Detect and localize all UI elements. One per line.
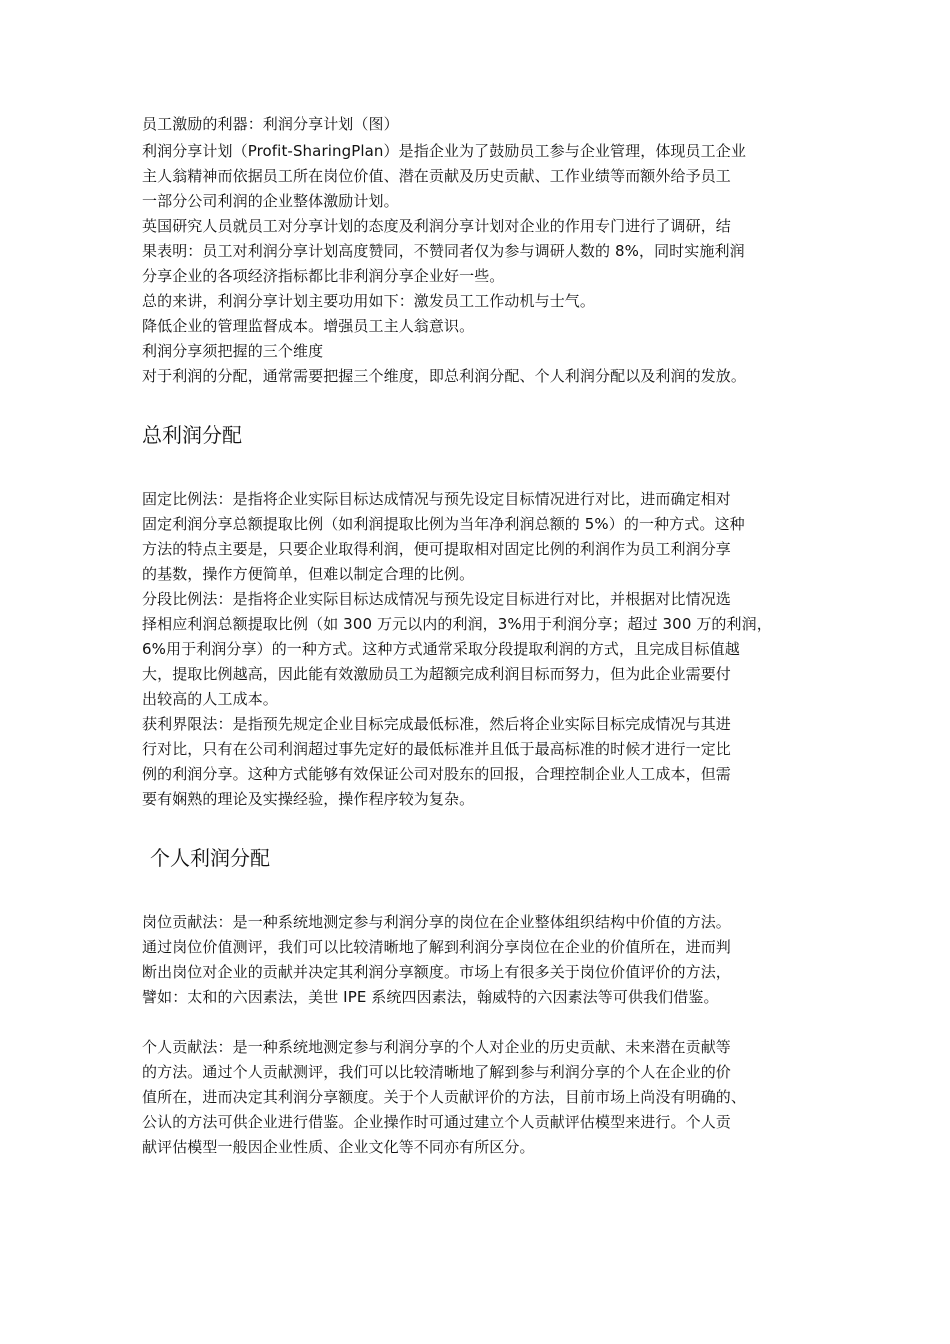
paragraph-line: 利润分享须把握的三个维度 [142,342,324,360]
paragraph-line: 断出岗位对企业的贡献并决定其利润分享额度。市场上有很多关于岗位价值评价的方法， [142,963,731,981]
paragraph-line: 个人贡献法：是一种系统地测定参与利润分享的个人对企业的历史贡献、未来潜在贡献等 [142,1038,731,1056]
section-heading: 个人利润分配 [150,846,270,870]
paragraph-line: 英国研究人员就员工对分享计划的态度及利润分享计划对企业的作用专门进行了调研，结 [142,217,731,235]
paragraph-line: 大，提取比例越高，因此能有效激励员工为超额完成利润目标而努力，但为此企业需要付 [142,665,731,683]
paragraph-line: 公认的方法可供企业进行借鉴。企业操作时可通过建立个人贡献评估模型来进行。个人贡 [142,1113,731,1131]
paragraph-line: 献评估模型一般因企业性质、企业文化等不同亦有所区分。 [142,1138,535,1156]
section-heading: 总利润分配 [142,423,242,447]
paragraph-line: 6%用于利润分享）的一种方式。这种方式通常采取分段提取利润的方式，且完成目标值越 [142,640,740,658]
paragraph-line: 择相应利润总额提取比例（如 300 万元以内的利润，3%用于利润分享；超过 300 万的利润， [142,615,772,633]
paragraph-line: 譬如：太和的六因素法，美世 IPE 系统四因素法，翰威特的六因素法等可供我们借鉴。 [142,988,719,1006]
paragraph-line: 主人翁精神而依据员工所在岗位价值、潜在贡献及历史贡献、工作业绩等而额外给予员工 [142,167,731,185]
paragraph-line: 出较高的人工成本。 [142,690,278,708]
paragraph-line: 的方法。通过个人贡献测评，我们可以比较清晰地了解到参与利润分享的个人在企业的价 [142,1063,731,1081]
paragraph-line: 值所在，进而决定其利润分享额度。关于个人贡献评价的方法，目前市场上尚没有明确的、 [142,1088,747,1106]
paragraph-line: 通过岗位价值测评，我们可以比较清晰地了解到利润分享岗位在企业的价值所在，进而判 [142,938,731,956]
paragraph-line: 固定比例法：是指将企业实际目标达成情况与预先设定目标情况进行对比，进而确定相对 [142,490,731,508]
paragraph-line: 要有娴熟的理论及实操经验，操作程序较为复杂。 [142,790,475,808]
paragraph-line: 例的利润分享。这种方式能够有效保证公司对股东的回报，合理控制企业人工成本，但需 [142,765,731,783]
document-title: 员工激励的利器：利润分享计划（图） [142,115,399,133]
paragraph-line: 行对比，只有在公司利润超过事先定好的最低标准并且低于最高标准的时候才进行一定比 [142,740,731,758]
paragraph-line: 的基数，操作方便简单，但难以制定合理的比例。 [142,565,475,583]
paragraph-line: 对于利润的分配，通常需要把握三个维度，即总利润分配、个人利润分配以及利润的发放。 [142,367,747,385]
paragraph-line: 利润分享计划（Profit-SharingPlan）是指企业为了鼓励员工参与企业管理，体现员工企业 [142,142,746,160]
paragraph-line: 分享企业的各项经济指标都比非利润分享企业好一些。 [142,267,505,285]
paragraph-line: 果表明：员工对利润分享计划高度赞同，不赞同者仅为参与调研人数的 8%，同时实施利润 [142,242,745,260]
paragraph-line: 获利界限法：是指预先规定企业目标完成最低标准，然后将企业实际目标完成情况与其进 [142,715,731,733]
paragraph-line: 一部分公司利润的企业整体激励计划。 [142,192,399,210]
paragraph-line: 岗位贡献法：是一种系统地测定参与利润分享的岗位在企业整体组织结构中价值的方法。 [142,913,731,931]
paragraph-line: 分段比例法：是指将企业实际目标达成情况与预先设定目标进行对比，并根据对比情况选 [142,590,731,608]
paragraph-line: 方法的特点主要是，只要企业取得利润，便可提取相对固定比例的利润作为员工利润分享 [142,540,731,558]
paragraph-line: 固定利润分享总额提取比例（如利润提取比例为当年净利润总额的 5%）的一种方式。这种 [142,515,745,533]
paragraph-line: 降低企业的管理监督成本。增强员工主人翁意识。 [142,317,475,335]
paragraph-line: 总的来讲，利润分享计划主要功用如下：激发员工工作动机与士气。 [142,292,596,310]
